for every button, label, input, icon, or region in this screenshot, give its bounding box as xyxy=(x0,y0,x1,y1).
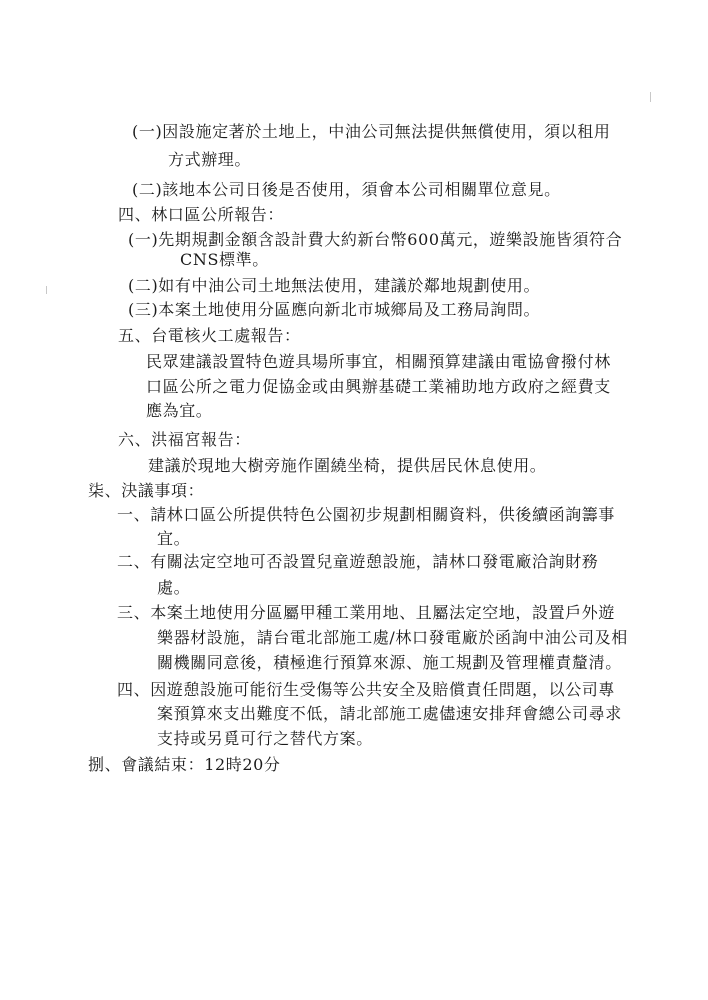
section-heading-temple: 六、洪福宮報告： xyxy=(118,430,251,449)
item-1-continuation: 方式辦理。 xyxy=(168,150,252,169)
linkou-item-1-continuation: CNS標準。 xyxy=(180,250,269,269)
temple-paragraph: 建議於現地大樹旁施作圍繞坐椅，提供居民休息使用。 xyxy=(148,456,547,475)
section-heading-taipower: 五、台電核火工處報告： xyxy=(118,326,301,345)
scan-edge-mark xyxy=(46,286,47,294)
section-heading-linkou-district: 四、林口區公所報告： xyxy=(118,205,285,224)
linkou-item-3: (三)本案土地使用分區應向新北市城鄉局及工務局詢問。 xyxy=(128,300,541,319)
resolution-2-continuation: 處。 xyxy=(157,578,191,597)
taipower-paragraph-line-1: 民眾建議設置特色遊具場所事宜，相關預算建議由電協會撥付林 xyxy=(146,352,611,371)
item-1-text: (一)因設施定著於土地上，中油公司無法提供無償使用，須以租用 xyxy=(132,122,611,141)
resolution-3: 三、本案土地使用分區屬甲種工業用地、且屬法定空地，設置戶外遊 xyxy=(117,603,616,622)
linkou-item-1: (一)先期規劃金額含設計費大約新台幣600萬元，遊樂設施皆須符合 xyxy=(128,230,623,249)
resolution-3-continuation-2: 關機關同意後，積極進行預算來源、施工規劃及管理權責釐清。 xyxy=(157,653,622,672)
resolution-4: 四、因遊憩設施可能衍生受傷等公共安全及賠償責任問題，以公司專 xyxy=(117,680,616,699)
resolution-4-continuation-1: 案預算來支出難度不低，請北部施工處儘速安排拜會總公司尋求 xyxy=(157,704,622,723)
meeting-end-line: 捌、會議結束：12時20分 xyxy=(88,755,281,774)
resolution-3-continuation-1: 樂器材設施，請台電北部施工處/林口發電廠於函詢中油公司及相 xyxy=(157,628,628,647)
resolution-1: 一、請林口區公所提供特色公園初步規劃相關資料，供後續函詢籌事 xyxy=(117,505,616,524)
resolution-1-continuation: 宜。 xyxy=(157,529,191,548)
resolution-2: 二、有關法定空地可否設置兒童遊憩設施，請林口發電廠洽詢財務 xyxy=(117,552,599,571)
resolution-4-continuation-2: 支持或另覓可行之替代方案。 xyxy=(157,729,373,748)
taipower-paragraph-line-2: 口區公所之電力促協金或由興辦基礎工業補助地方政府之經費支 xyxy=(146,377,611,396)
linkou-item-2: (二)如有中油公司土地無法使用，建議於鄰地規劃使用。 xyxy=(128,276,541,295)
section-heading-resolutions: 柒、決議事項： xyxy=(88,481,205,500)
taipower-paragraph-line-3: 應為宜。 xyxy=(146,401,213,420)
item-2-text: (二)該地本公司日後是否使用，須會本公司相關單位意見。 xyxy=(132,180,561,199)
scan-edge-mark xyxy=(650,92,651,102)
